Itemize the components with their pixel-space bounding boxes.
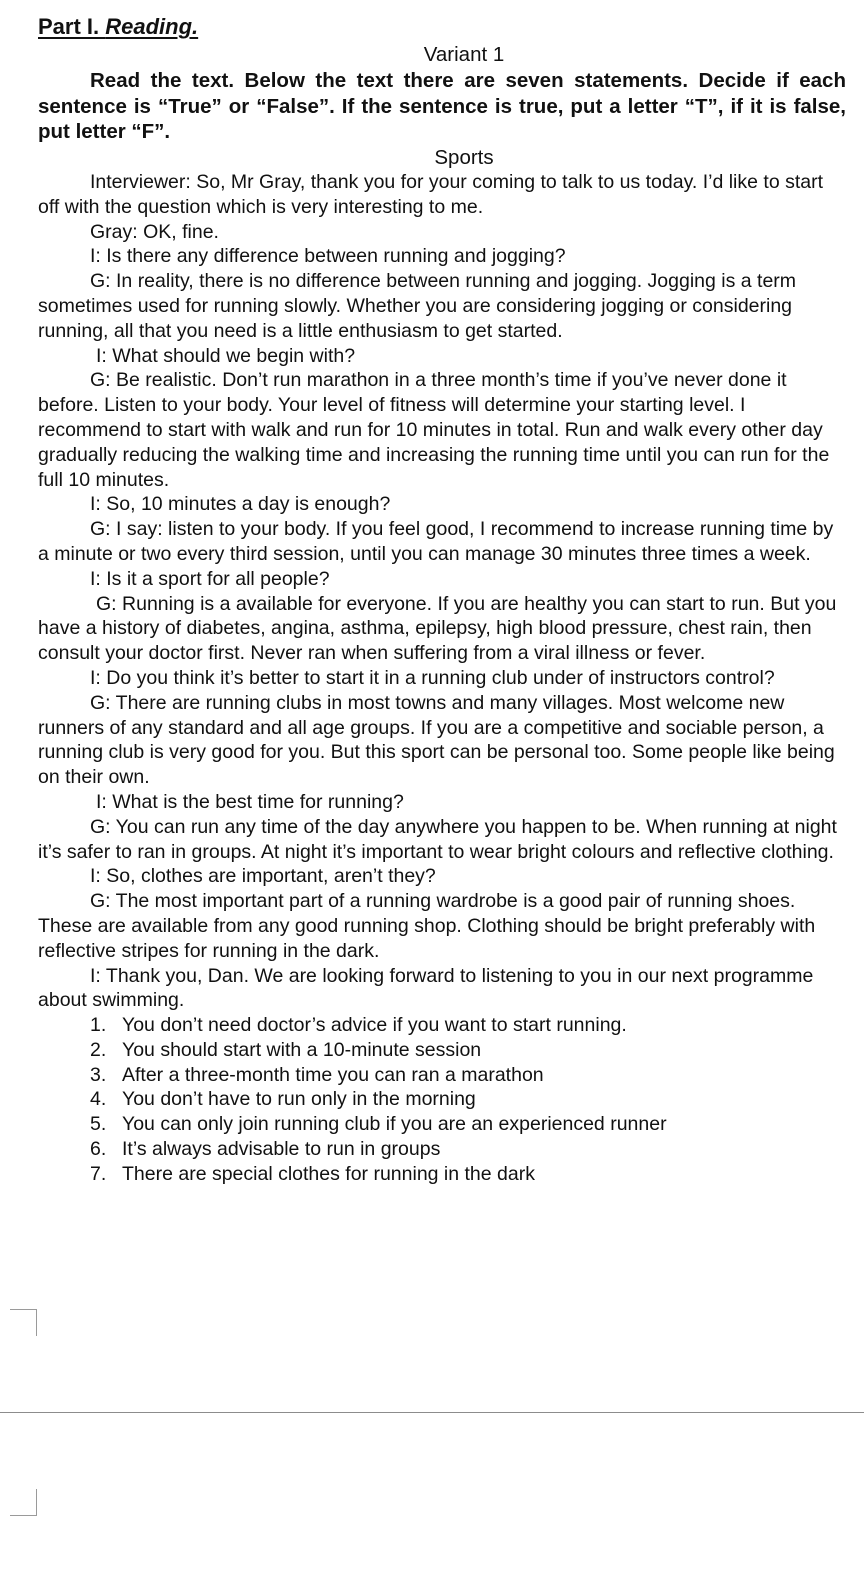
dialogue-text: Is it a sport for all people? (100, 567, 330, 590)
speaker-label: G: (90, 815, 111, 838)
dialogue-text: The most important part of a running wardrobe is a good pair of running shoes. These are available from any good running shop. Clothing should be bright preferably with reflective stripes for running in the dark. (38, 890, 816, 962)
dialogue-text: Be realistic. Don’t run marathon in a three month’s time if you’ve never done it before. Listen to your body. Your level of fitness will determine your starting level. I recommend to start with walk and run for 10 minutes in total. Run and walk every other day gradually reducing the walking time and increasing the running time until you can run for the full 10 minutes. (38, 369, 830, 491)
dialogue-line (38, 691, 846, 790)
statement-text: After a three-month time you can ran a marathon (122, 1063, 544, 1086)
dialogue-text: So, Mr Gray, thank you for your coming to talk to us today. I’d like to start off with the question which is very interesting to me. (38, 171, 824, 218)
statement-text: It’s always advisable to run in groups (122, 1138, 441, 1161)
variant-label: Variant 1 (423, 43, 505, 66)
document-content (38, 12, 846, 1187)
statement-number: 5. (90, 1113, 107, 1136)
statement-text: You don’t have to run only in the morning (122, 1088, 476, 1111)
speaker-label: I: (90, 964, 101, 987)
dialogue-line (38, 269, 846, 343)
speaker-label: I: (90, 493, 101, 516)
speaker-label: I: (90, 567, 101, 590)
dialogue (38, 170, 846, 1013)
speaker-label: I: (90, 245, 101, 268)
statement-item (90, 1112, 846, 1137)
speaker-label: G: (90, 691, 111, 714)
dialogue-line (38, 592, 846, 666)
dialogue-text: Do you think it’s better to start it in a running club under of instructors control? (100, 666, 775, 689)
dialogue-text: There are running clubs in most towns and many villages. Most welcome new runners of any standard and all age groups. If you are a competitive and sociable person, a running club is very good for you. But this sport can be personal too. Some people like being on their own. (38, 691, 835, 789)
statement-item (90, 1162, 846, 1187)
dialogue-line (38, 244, 846, 269)
speaker-label: I: (90, 865, 101, 888)
statement-text: You don’t need doctor’s advice if you want to start running. (122, 1014, 627, 1037)
statement-number: 1. (90, 1014, 107, 1037)
dialogue-text: Is there any difference between running and jogging? (100, 245, 566, 268)
speaker-label: G: (90, 270, 111, 293)
dialogue-line (38, 815, 846, 865)
statement-number: 2. (90, 1038, 107, 1061)
dialogue-line (38, 790, 846, 815)
part-title (38, 12, 846, 42)
statement-number: 3. (90, 1063, 107, 1086)
margin-corner-mark (10, 1309, 37, 1336)
statement-text: You should start with a 10-minute session (122, 1038, 482, 1061)
page-break-line (0, 1412, 864, 1413)
statement-text: There are special clothes for running in the dark (122, 1162, 535, 1185)
dialogue-line (38, 220, 846, 245)
speaker-label: I: (96, 344, 107, 367)
dialogue-text: So, 10 minutes a day is enough? (100, 493, 391, 516)
part-title-text: Reading. (105, 14, 199, 39)
speaker-label: Interviewer: (90, 171, 191, 193)
dialogue-text: Thank you, Dan. We are looking forward to listening to you in our next programme about swimming. (38, 964, 814, 1012)
speaker-label: I: (96, 790, 107, 813)
speaker-label: G: (90, 369, 111, 392)
dialogue-line (38, 567, 846, 592)
speaker-label: G: (90, 890, 111, 913)
dialogue-line (38, 864, 846, 889)
dialogue-line (38, 889, 846, 963)
speaker-label: I: (90, 666, 101, 689)
dialogue-line (38, 964, 846, 1014)
speaker-label: Gray: (90, 220, 138, 243)
statement-number: 7. (90, 1162, 107, 1185)
dialogue-text: What should we begin with? (106, 344, 356, 367)
dialogue-line (38, 492, 846, 517)
dialogue-text: What is the best time for running? (106, 790, 404, 813)
part-prefix: Part I. (38, 14, 106, 39)
text-title: Sports (434, 145, 494, 169)
dialogue-text: OK, fine. (137, 220, 219, 243)
statement-number: 4. (90, 1088, 107, 1111)
dialogue-text: In reality, there is no difference between running and jogging. Jogging is a term sometimes used for running slowly. Whether you are considering jogging or considering running, all that you need is a little enthusiasm to get started. (38, 270, 797, 342)
dialogue-text: Running is a available for everyone. If you are healthy you can start to run. But you have a history of diabetes, angina, asthma, epilepsy, high blood pressure, chest rain, then consult your doctor first. Never ran when suffering from a viral illness or fever. (38, 592, 837, 665)
statement-item (90, 1063, 846, 1088)
dialogue-line (38, 666, 846, 691)
statement-item (90, 1038, 846, 1063)
statement-number: 6. (90, 1138, 107, 1161)
dialogue-line (38, 517, 846, 567)
statement-item (90, 1087, 846, 1112)
speaker-label: G: (90, 518, 111, 541)
dialogue-line (38, 368, 846, 492)
statement-item (90, 1137, 846, 1162)
dialogue-line (38, 344, 846, 369)
instructions: Read the text. Below the text there are seven statements. Decide if each sentence is “True” or “False”. If the sentence is true, put a letter “T”, if it is false, put letter “F”. (38, 69, 846, 143)
dialogue-line (38, 170, 846, 220)
dialogue-text: I say: listen to your body. If you feel good, I recommend to increase running time by a minute or two every third session, until you can manage 30 minutes three times a week. (38, 518, 834, 565)
dialogue-text: So, clothes are important, aren’t they? (100, 865, 436, 888)
statement-item (90, 1013, 846, 1038)
margin-corner-mark (10, 1489, 37, 1516)
dialogue-text: You can run any time of the day anywhere you happen to be. When running at night it’s safer to ran in groups. At night it’s important to wear bright colours and reflective clothing. (38, 815, 837, 863)
statements-list (38, 1013, 846, 1187)
speaker-label: G: (96, 592, 117, 615)
statement-text: You can only join running club if you are an experienced runner (122, 1113, 667, 1136)
